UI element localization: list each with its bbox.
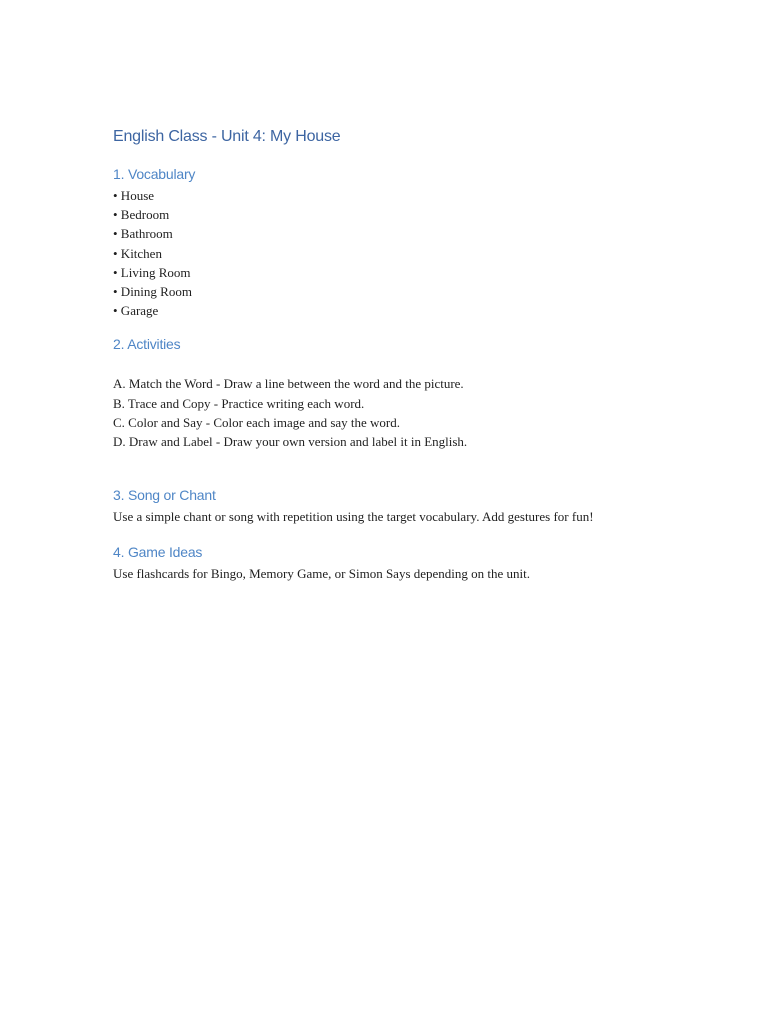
- activity-item: B. Trace and Copy - Practice writing each word.: [113, 395, 365, 411]
- vocabulary-item: • Dining Room: [113, 284, 192, 300]
- vocabulary-heading: 1. Vocabulary: [113, 166, 196, 182]
- activities-heading: 2. Activities: [113, 336, 181, 353]
- vocabulary-item: • Bathroom: [113, 226, 173, 242]
- document-title: English Class - Unit 4: My House: [113, 128, 341, 145]
- vocabulary-item: • Living Room: [113, 264, 191, 280]
- activities-list: [113, 374, 713, 451]
- activity-item: A. Match the Word - Draw a line between the word and the picture.: [113, 376, 464, 392]
- activity-item: C. Color and Say - Color each image and say the word.: [113, 414, 401, 430]
- vocabulary-item: • House: [113, 188, 155, 203]
- vocabulary-list: [113, 186, 713, 320]
- vocabulary-item: • Kitchen: [113, 245, 162, 261]
- vocabulary-item: • Bedroom: [113, 207, 170, 223]
- games-text: Use flashcards for Bingo, Memory Game, or Simon Says depending on the unit.: [113, 566, 531, 582]
- document-page: [113, 124, 713, 584]
- games-heading: 4. Game Ideas: [113, 544, 203, 561]
- vocabulary-item: • Garage: [113, 303, 159, 319]
- song-text: Use a simple chant or song with repetition using the target vocabulary. Add gestures for fun!: [113, 509, 594, 525]
- song-heading: 3. Song or Chant: [113, 487, 216, 504]
- activity-item: D. Draw and Label - Draw your own version and label it in English.: [113, 434, 468, 450]
